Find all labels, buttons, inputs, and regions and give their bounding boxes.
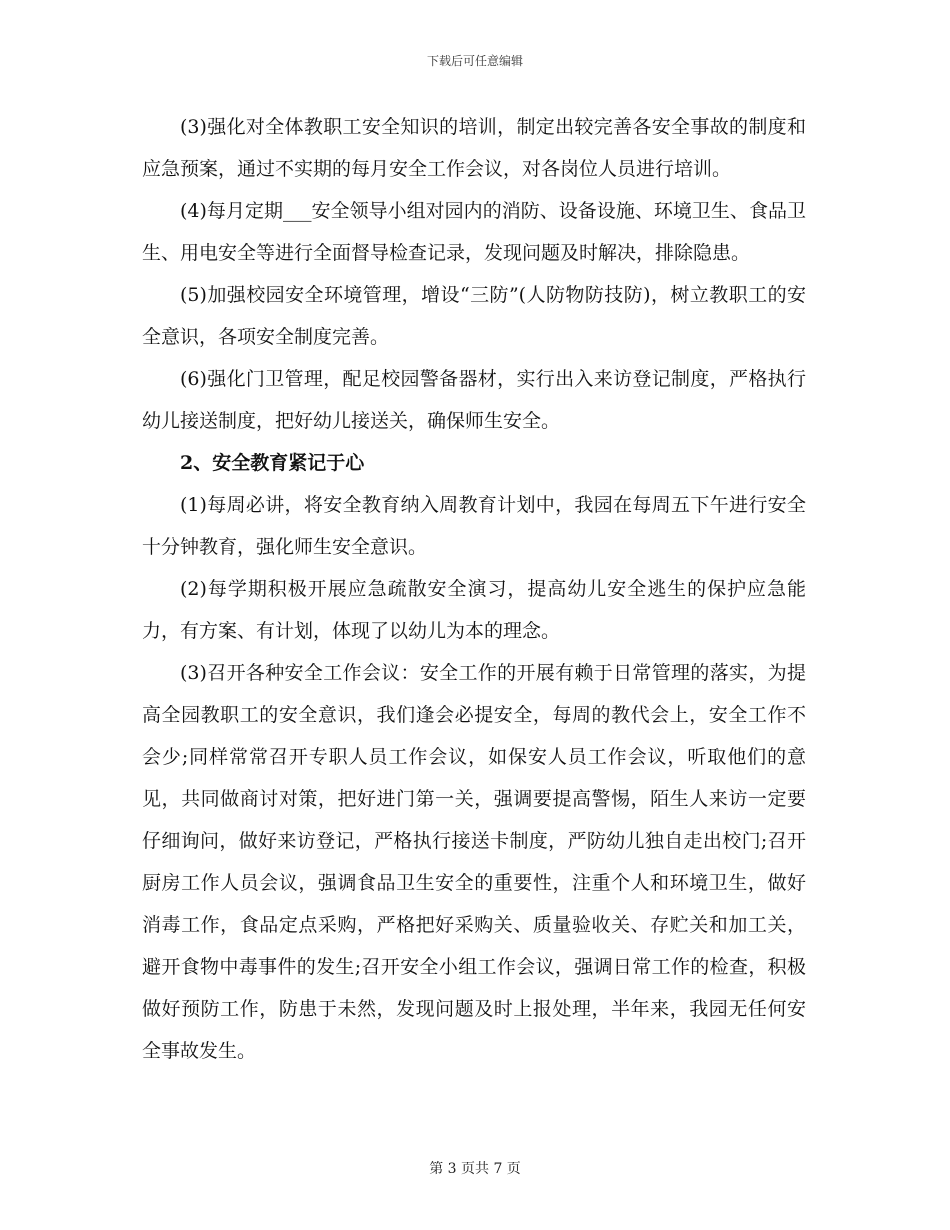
- section-heading: 2、安全教育紧记于心: [180, 452, 365, 474]
- paragraph-4: (4)每月定期___安全领导小组对园内的消防、设备设施、环境卫生、食品卫生、用电安全等进行全面督导检查记录，发现问题及时解决，排除隐患。: [142, 200, 806, 264]
- paragraph-2-3: (3)召开各种安全工作会议：安全工作的开展有赖于日常管理的落实，为提高全园教职工的安全意识，我们逢会必提安全，每周的教代会上，安全工作不会少;同样常常召开专职人员工作会议，如保安人员工作会议，听取他们的意见，共同做商讨对策，把好进门第一关，强调要提高警惕，陌生人来访一定要仔细询问，做好来访登记，严格执行接送卡制度，严防幼儿独自走出校门;召开厨房工作人员会议，强调食品卫生安全的重要性，注重个人和环境卫生，做好消毒工作，食品定点采购，严格把好采购关、质量验收关、存贮关和加工关，避开食物中毒事件的发生;召开安全小组工作会议，强调日常工作的检查，积极做好预防工作，防患于未然，发现问题及时上报处理，半年来，我园无任何安全事故发生。: [142, 662, 806, 1062]
- paragraph-2-1: (1)每周必讲，将安全教育纳入周教育计划中，我园在每周五下午进行安全十分钟教育，强化师生安全意识。: [142, 494, 806, 558]
- document-body: [142, 106, 806, 1072]
- page-footer: 第 3 页共 7 页: [429, 1161, 521, 1177]
- paragraph-5: (5)加强校园安全环境管理，增设“三防”(人防物防技防)，树立教职工的安全意识，各项安全制度完善。: [142, 284, 806, 348]
- paragraph-6: (6)强化门卫管理，配足校园警备器材，实行出入来访登记制度，严格执行幼儿接送制度，把好幼儿接送关，确保师生安全。: [142, 368, 806, 432]
- page-header: 下载后可任意编辑: [426, 54, 523, 68]
- paragraph-2-2: (2)每学期积极开展应急疏散安全演习，提高幼儿安全逃生的保护应急能力，有方案、有计划，体现了以幼儿为本的理念。: [142, 578, 806, 642]
- paragraph-3: (3)强化对全体教职工安全知识的培训，制定出较完善各安全事故的制度和应急预案，通过不实期的每月安全工作会议，对各岗位人员进行培训。: [142, 116, 806, 180]
